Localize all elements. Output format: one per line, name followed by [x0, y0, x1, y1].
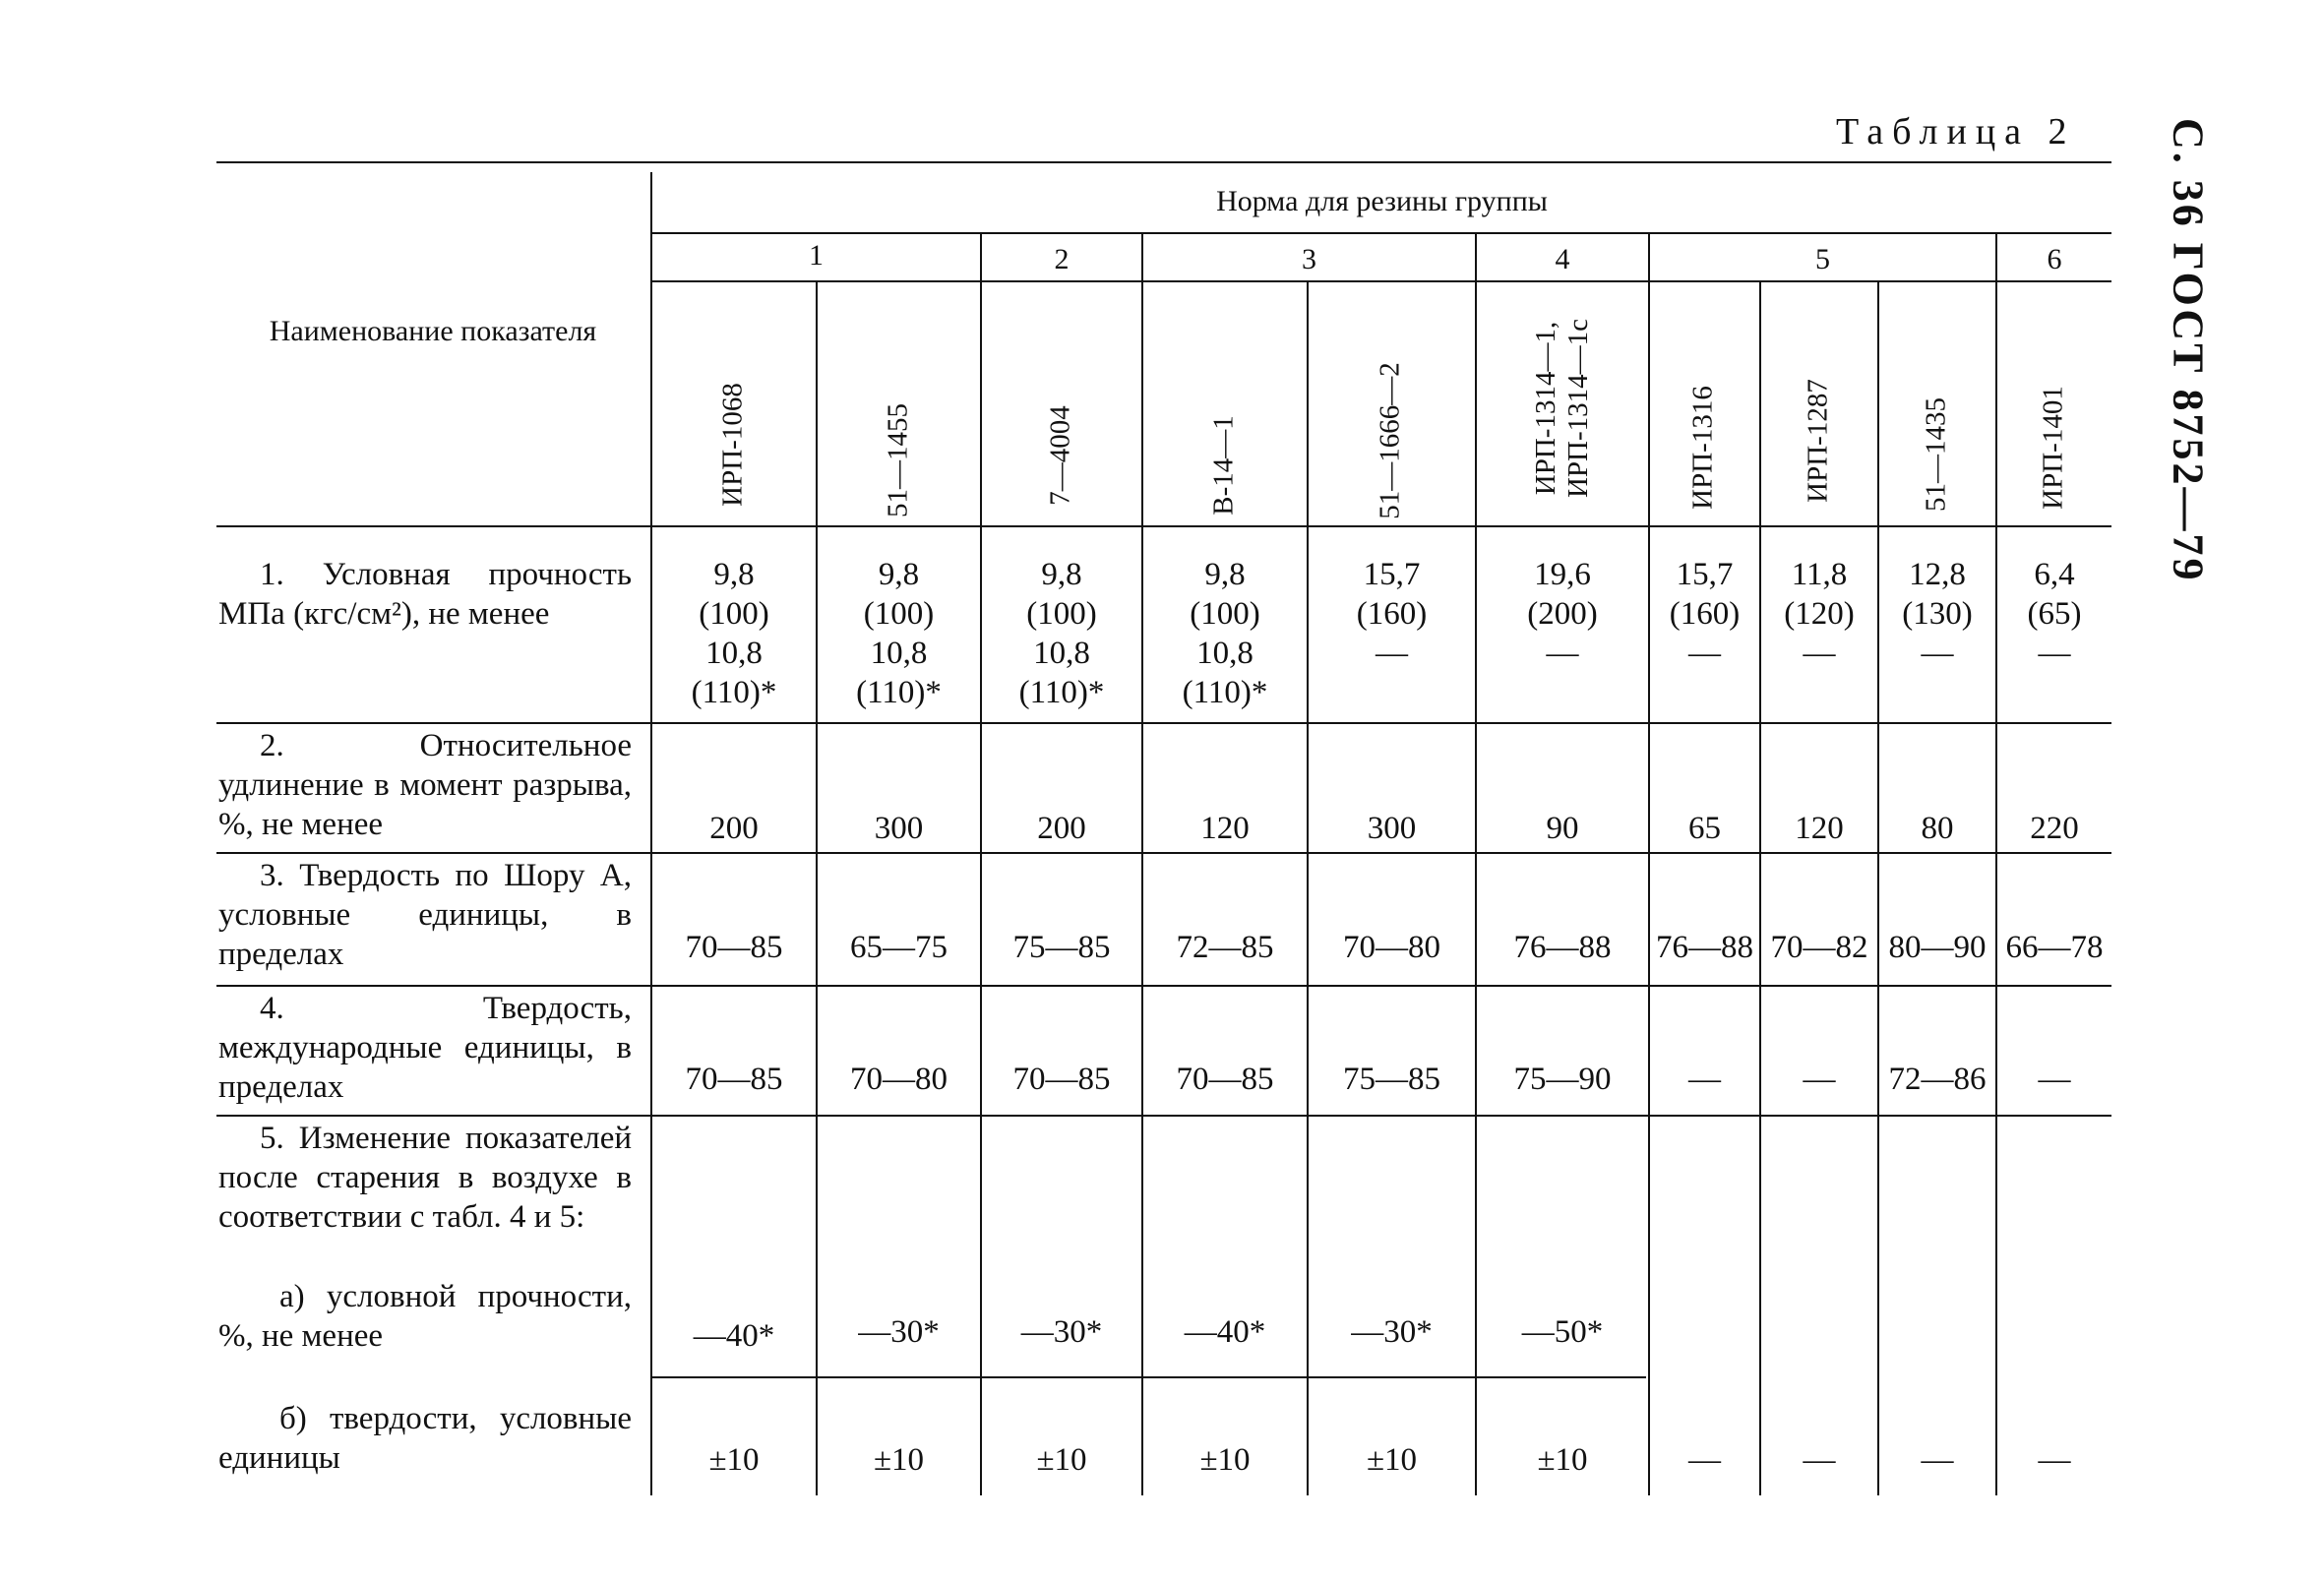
column-header	[1920, 397, 1952, 512]
group-number: 6	[2047, 243, 2062, 275]
table-cell: ±10	[1366, 1442, 1418, 1478]
param-header: Наименование показателя	[269, 315, 597, 347]
row-label: 4. Твердость, международные единицы, в пределах	[218, 991, 632, 1105]
table-cell: ±10	[708, 1442, 760, 1478]
table-cell: 19,6 (200) —	[1527, 557, 1598, 671]
table-cell: 200	[709, 811, 759, 846]
table-cell: 80	[1921, 811, 1954, 846]
group-number: 2	[1054, 243, 1070, 275]
table-cell: 9,8 (100) 10,8 (110)*	[1018, 557, 1105, 710]
table-cell: 9,8 (100) 10,8 (110)*	[1182, 557, 1268, 710]
table-cell: 90	[1546, 811, 1579, 846]
page-header-text: С. 36 ГОСТ 8752—79	[2164, 118, 2213, 583]
table-cell: ±10	[1199, 1442, 1251, 1478]
table-cell: 70—85	[1176, 1062, 1274, 1097]
table-cell: 12,8 (130) —	[1902, 557, 1973, 671]
table-cell: 9,8 (100) 10,8 (110)*	[691, 557, 777, 710]
column-header	[1530, 318, 1594, 499]
column-header-text: ИРП-1401	[2037, 386, 2069, 510]
table-cell: 70—82	[1770, 930, 1868, 965]
column-header-text: 7—4004	[1044, 405, 1076, 506]
table-cell: —30*	[1020, 1314, 1103, 1350]
table-cell: 75—85	[1343, 1062, 1440, 1097]
column-header-text: ИРП-1316	[1686, 386, 1719, 510]
group-number: 1	[809, 239, 824, 272]
column-header-text: ИРП-1068	[716, 383, 749, 507]
norm-header: Норма для резины группы	[1216, 185, 1548, 217]
column-header	[1686, 386, 1719, 510]
table-cell: 15,7 (160) —	[1669, 557, 1741, 671]
table-cell: —	[1688, 1062, 1721, 1097]
column-header-text: 51—1455	[882, 403, 914, 517]
table-title: Таблица 2	[1836, 111, 2076, 152]
table-cell: —	[1688, 1442, 1721, 1478]
column-header-text: ИРП-1287	[1802, 379, 1834, 503]
table-cell: 80—90	[1888, 930, 1987, 965]
table-cell: 70—80	[1343, 930, 1440, 965]
group-number: 3	[1302, 243, 1316, 275]
column-header	[1802, 379, 1834, 503]
table-cell: 72—85	[1176, 930, 1274, 965]
table-cell: —	[2038, 1062, 2071, 1097]
row-label: 5. Изменение показателей после старения в воздухе в соответствии с табл. 4 и 5:	[218, 1121, 632, 1235]
table-cell: ±10	[1537, 1442, 1588, 1478]
table-cell: 15,7 (160) —	[1356, 557, 1428, 671]
table-cell: —	[1803, 1442, 1836, 1478]
table-cell: 70—85	[1012, 1062, 1111, 1097]
column-header	[882, 403, 914, 517]
table-cell: —	[1921, 1442, 1954, 1478]
column-header-text: 51—1435	[1920, 397, 1952, 512]
table-cell: 220	[2030, 811, 2079, 846]
table-cell: 66—78	[2005, 930, 2104, 965]
row-sublabel: а) условной прочности, %, не менее	[218, 1279, 632, 1354]
table-cell: —40*	[1184, 1314, 1266, 1350]
row-label: 2. Относительное удлинение в момент разрыва, %, не менее	[218, 728, 632, 842]
table-cell: —	[2038, 1442, 2071, 1478]
table-cell: 9,8 (100) 10,8 (110)*	[856, 557, 942, 710]
table-cell: 65	[1688, 811, 1721, 846]
table-cell: —30*	[1351, 1314, 1433, 1350]
group-number: 5	[1815, 243, 1830, 275]
table-cell: 70—85	[685, 1062, 783, 1097]
row-label: 3. Твердость по Шору А, условные единицы, в пределах	[218, 858, 632, 972]
group-number: 4	[1555, 243, 1570, 275]
table-cell: 65—75	[850, 930, 948, 965]
column-header-text: ИРП-1314—1, ИРП-1314—1с	[1530, 318, 1594, 499]
column-header-text: В-14—1	[1207, 415, 1240, 516]
table-cell: —50*	[1521, 1314, 1604, 1350]
table-cell: 72—86	[1888, 1062, 1987, 1097]
table-cell: 6,4 (65) —	[2027, 557, 2082, 671]
page-header-vertical	[2159, 118, 2218, 583]
table-cell: 76—88	[1513, 930, 1612, 965]
table-cell: 300	[874, 811, 924, 846]
table-cell: 70—85	[685, 930, 783, 965]
table-cell: 11,8 (120) —	[1784, 557, 1855, 671]
column-header	[1374, 362, 1406, 519]
table-cell: —30*	[858, 1314, 940, 1350]
table-cell: 76—88	[1656, 930, 1753, 965]
column-header	[716, 383, 749, 507]
table-cell: ±10	[873, 1442, 925, 1478]
column-header	[2037, 386, 2069, 510]
table-cell: 120	[1795, 811, 1844, 846]
column-header	[1207, 415, 1240, 516]
table-cell: 70—80	[850, 1062, 948, 1097]
table-cell: 75—85	[1012, 930, 1111, 965]
row-label: 1. Условная прочность МПа (кгс/см²), не менее	[218, 557, 632, 632]
table-cell: 300	[1367, 811, 1417, 846]
table-cell: ±10	[1036, 1442, 1087, 1478]
row-sublabel: б) твердости, условные единицы	[218, 1401, 632, 1476]
table-cell: 200	[1037, 811, 1086, 846]
table-cell: 120	[1200, 811, 1250, 846]
table-cell: —	[1803, 1062, 1836, 1097]
table-cell: 75—90	[1513, 1062, 1612, 1097]
column-header-text: 51—1666—2	[1374, 362, 1406, 519]
table-cell: —40*	[693, 1318, 775, 1354]
